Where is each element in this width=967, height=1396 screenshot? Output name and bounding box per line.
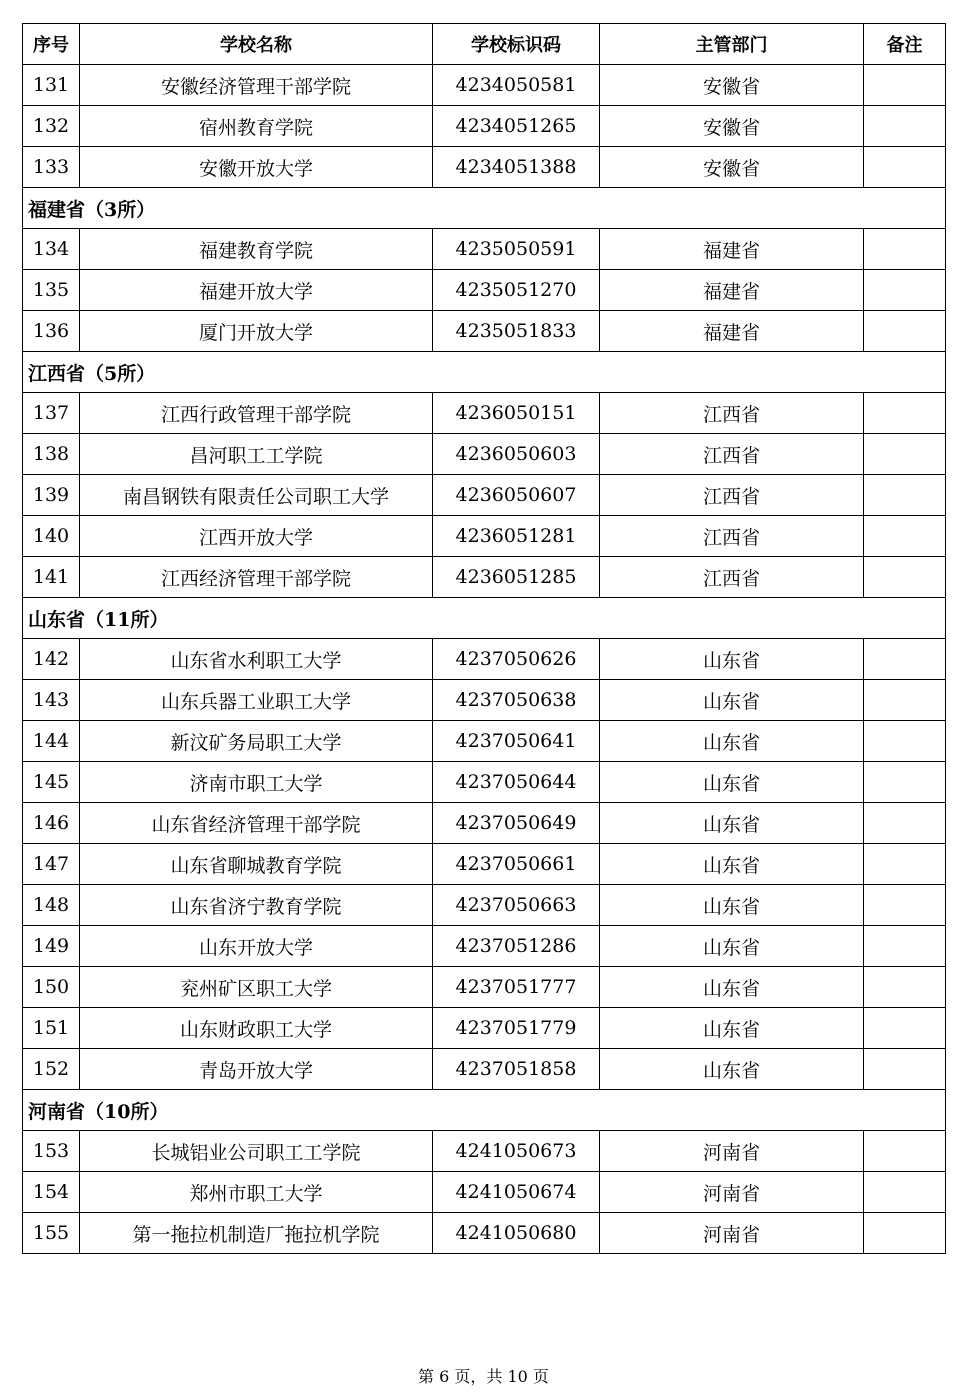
cell-name: 南昌钢铁有限责任公司职工大学 <box>80 475 433 516</box>
cell-name: 福建教育学院 <box>80 229 433 270</box>
cell-dept: 山东省 <box>600 721 864 762</box>
cell-code: 4234050581 <box>433 65 600 106</box>
cell-name: 青岛开放大学 <box>80 1049 433 1090</box>
cell-name: 山东开放大学 <box>80 926 433 967</box>
table-row <box>23 557 946 598</box>
header-note: 备注 <box>864 24 946 65</box>
table-row <box>23 1131 946 1172</box>
cell-name: 山东省水利职工大学 <box>80 639 433 680</box>
section-row <box>23 1090 946 1131</box>
table-row <box>23 393 946 434</box>
table-row <box>23 967 946 1008</box>
cell-dept: 福建省 <box>600 270 864 311</box>
cell-note <box>864 1049 946 1090</box>
cell-name: 宿州教育学院 <box>80 106 433 147</box>
cell-seq: 137 <box>23 393 80 434</box>
cell-dept: 江西省 <box>600 434 864 475</box>
cell-name: 安徽开放大学 <box>80 147 433 188</box>
section-title: 山东省（11所） <box>23 598 946 639</box>
cell-note <box>864 147 946 188</box>
cell-note <box>864 557 946 598</box>
cell-seq: 141 <box>23 557 80 598</box>
cell-dept: 河南省 <box>600 1131 864 1172</box>
cell-code: 4237051777 <box>433 967 600 1008</box>
table-row <box>23 65 946 106</box>
table-row <box>23 1213 946 1254</box>
table-row <box>23 803 946 844</box>
cell-dept: 安徽省 <box>600 65 864 106</box>
cell-name: 山东兵器工业职工大学 <box>80 680 433 721</box>
cell-seq: 136 <box>23 311 80 352</box>
cell-note <box>864 65 946 106</box>
cell-name: 江西行政管理干部学院 <box>80 393 433 434</box>
cell-dept: 山东省 <box>600 762 864 803</box>
cell-seq: 149 <box>23 926 80 967</box>
cell-dept: 山东省 <box>600 803 864 844</box>
section-title: 福建省（3所） <box>23 188 946 229</box>
cell-note <box>864 639 946 680</box>
cell-dept: 河南省 <box>600 1172 864 1213</box>
cell-code: 4234051388 <box>433 147 600 188</box>
section-title: 江西省（5所） <box>23 352 946 393</box>
cell-name: 山东省聊城教育学院 <box>80 844 433 885</box>
cell-code: 4236051281 <box>433 516 600 557</box>
table-row <box>23 680 946 721</box>
cell-code: 4237050626 <box>433 639 600 680</box>
cell-dept: 河南省 <box>600 1213 864 1254</box>
cell-seq: 148 <box>23 885 80 926</box>
cell-dept: 山东省 <box>600 1049 864 1090</box>
cell-code: 4236050603 <box>433 434 600 475</box>
school-table <box>22 23 946 1254</box>
cell-note <box>864 229 946 270</box>
cell-dept: 山东省 <box>600 885 864 926</box>
cell-seq: 140 <box>23 516 80 557</box>
cell-note <box>864 803 946 844</box>
table-row <box>23 885 946 926</box>
cell-dept: 山东省 <box>600 844 864 885</box>
cell-code: 4235051833 <box>433 311 600 352</box>
cell-note <box>864 434 946 475</box>
cell-name: 新汶矿务局职工大学 <box>80 721 433 762</box>
cell-code: 4241050673 <box>433 1131 600 1172</box>
cell-note <box>864 680 946 721</box>
cell-seq: 150 <box>23 967 80 1008</box>
cell-note <box>864 721 946 762</box>
cell-seq: 155 <box>23 1213 80 1254</box>
table-row <box>23 926 946 967</box>
table-row <box>23 516 946 557</box>
cell-code: 4237050649 <box>433 803 600 844</box>
cell-note <box>864 311 946 352</box>
cell-seq: 153 <box>23 1131 80 1172</box>
cell-dept: 山东省 <box>600 1008 864 1049</box>
cell-seq: 138 <box>23 434 80 475</box>
cell-note <box>864 1131 946 1172</box>
cell-seq: 142 <box>23 639 80 680</box>
cell-dept: 江西省 <box>600 393 864 434</box>
cell-dept: 福建省 <box>600 311 864 352</box>
cell-seq: 135 <box>23 270 80 311</box>
cell-note <box>864 885 946 926</box>
cell-note <box>864 844 946 885</box>
table-header-row <box>23 24 946 65</box>
cell-name: 昌河职工工学院 <box>80 434 433 475</box>
cell-seq: 151 <box>23 1008 80 1049</box>
cell-name: 第一拖拉机制造厂拖拉机学院 <box>80 1213 433 1254</box>
cell-code: 4237050641 <box>433 721 600 762</box>
cell-dept: 江西省 <box>600 557 864 598</box>
cell-dept: 安徽省 <box>600 147 864 188</box>
cell-code: 4235050591 <box>433 229 600 270</box>
cell-note <box>864 1008 946 1049</box>
cell-seq: 145 <box>23 762 80 803</box>
cell-code: 4241050674 <box>433 1172 600 1213</box>
cell-code: 4237051286 <box>433 926 600 967</box>
cell-name: 山东省济宁教育学院 <box>80 885 433 926</box>
cell-note <box>864 762 946 803</box>
table-row <box>23 270 946 311</box>
table-row <box>23 1049 946 1090</box>
cell-seq: 146 <box>23 803 80 844</box>
cell-dept: 江西省 <box>600 516 864 557</box>
cell-name: 江西开放大学 <box>80 516 433 557</box>
cell-note <box>864 926 946 967</box>
cell-code: 4237051779 <box>433 1008 600 1049</box>
cell-seq: 139 <box>23 475 80 516</box>
cell-name: 郑州市职工大学 <box>80 1172 433 1213</box>
table-row <box>23 1008 946 1049</box>
cell-dept: 福建省 <box>600 229 864 270</box>
cell-note <box>864 475 946 516</box>
cell-dept: 山东省 <box>600 639 864 680</box>
cell-code: 4234051265 <box>433 106 600 147</box>
cell-dept: 江西省 <box>600 475 864 516</box>
table-row <box>23 762 946 803</box>
cell-code: 4241050680 <box>433 1213 600 1254</box>
cell-code: 4237050663 <box>433 885 600 926</box>
cell-note <box>864 516 946 557</box>
cell-dept: 山东省 <box>600 680 864 721</box>
cell-code: 4236051285 <box>433 557 600 598</box>
section-row <box>23 352 946 393</box>
table-row <box>23 1172 946 1213</box>
cell-name: 安徽经济管理干部学院 <box>80 65 433 106</box>
header-dept: 主管部门 <box>600 24 864 65</box>
cell-dept: 山东省 <box>600 967 864 1008</box>
section-title: 河南省（10所） <box>23 1090 946 1131</box>
cell-code: 4235051270 <box>433 270 600 311</box>
header-name: 学校名称 <box>80 24 433 65</box>
cell-seq: 131 <box>23 65 80 106</box>
cell-code: 4237050661 <box>433 844 600 885</box>
table-row <box>23 147 946 188</box>
cell-note <box>864 967 946 1008</box>
cell-code: 4236050151 <box>433 393 600 434</box>
table-row <box>23 844 946 885</box>
table-row <box>23 311 946 352</box>
section-row <box>23 598 946 639</box>
table-row <box>23 106 946 147</box>
table-row <box>23 229 946 270</box>
cell-dept: 安徽省 <box>600 106 864 147</box>
cell-name: 兖州矿区职工大学 <box>80 967 433 1008</box>
table-row <box>23 639 946 680</box>
cell-note <box>864 270 946 311</box>
cell-name: 厦门开放大学 <box>80 311 433 352</box>
cell-name: 江西经济管理干部学院 <box>80 557 433 598</box>
cell-note <box>864 1172 946 1213</box>
cell-code: 4237050638 <box>433 680 600 721</box>
cell-seq: 154 <box>23 1172 80 1213</box>
header-code: 学校标识码 <box>433 24 600 65</box>
header-seq: 序号 <box>23 24 80 65</box>
table-row <box>23 434 946 475</box>
cell-seq: 133 <box>23 147 80 188</box>
cell-note <box>864 106 946 147</box>
cell-name: 山东财政职工大学 <box>80 1008 433 1049</box>
cell-seq: 144 <box>23 721 80 762</box>
table-row <box>23 475 946 516</box>
cell-name: 济南市职工大学 <box>80 762 433 803</box>
table-row <box>23 721 946 762</box>
cell-seq: 152 <box>23 1049 80 1090</box>
cell-dept: 山东省 <box>600 926 864 967</box>
cell-seq: 147 <box>23 844 80 885</box>
cell-seq: 132 <box>23 106 80 147</box>
cell-seq: 143 <box>23 680 80 721</box>
cell-code: 4237051858 <box>433 1049 600 1090</box>
cell-code: 4237050644 <box>433 762 600 803</box>
cell-name: 长城铝业公司职工工学院 <box>80 1131 433 1172</box>
cell-code: 4236050607 <box>433 475 600 516</box>
section-row <box>23 188 946 229</box>
cell-name: 山东省经济管理干部学院 <box>80 803 433 844</box>
cell-name: 福建开放大学 <box>80 270 433 311</box>
cell-seq: 134 <box>23 229 80 270</box>
cell-note <box>864 1213 946 1254</box>
page-footer: 第 6 页，共 10 页 <box>418 1367 549 1386</box>
cell-note <box>864 393 946 434</box>
